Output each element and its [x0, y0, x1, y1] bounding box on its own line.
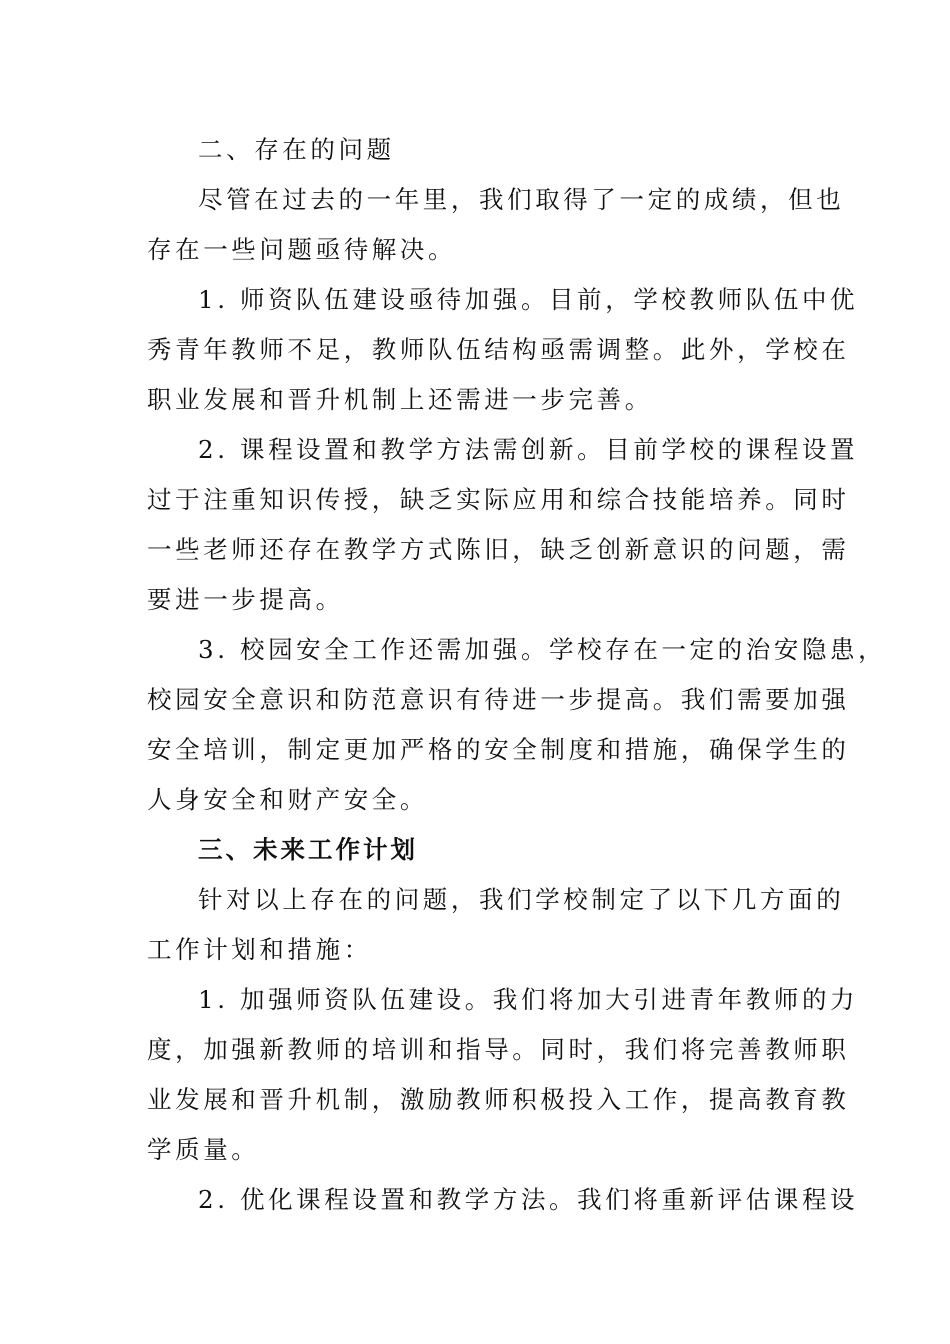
paragraph-problem-3: 3. 校园安全工作还需加强。学校存在一定的治安隐患， 校园安全意识和防范意识有待进一步提高。我们需要加强 安全培训，制定更加严格的安全制度和措施，确保学生的 人身安全和财产安全。	[147, 635, 887, 814]
paragraph-problem-1: 1. 师资队伍建设亟待加强。目前，学校教师队伍中优 秀青年教师不足，教师队伍结构亟需调整。此外，学校在 职业发展和晋升机制上还需进一步完善。	[147, 285, 859, 414]
paragraph-plan-2: 2. 优化课程设置和教学方法。我们将重新评估课程设	[198, 1185, 859, 1214]
paragraph-plan-intro: 针对以上存在的问题，我们学校制定了以下几方面的 工作计划和措施：	[147, 885, 845, 964]
paragraph-plan-1: 1. 加强师资队伍建设。我们将加大引进青年教师的力 度，加强新教师的培训和指导。同时，我们将完善教师职 业发展和晋升机制，激励教师积极投入工作，提高教育教 学质量。	[147, 985, 859, 1164]
section-heading-problems: 二、存在的问题	[198, 135, 395, 164]
document-body	[147, 125, 887, 1225]
section-heading-future-plan: 三、未来工作计划	[198, 835, 418, 864]
paragraph-problems-intro: 尽管在过去的一年里，我们取得了一定的成绩，但也 存在一些问题亟待解决。	[147, 185, 845, 264]
paragraph-problem-2: 2. 课程设置和教学方法需创新。目前学校的课程设置 过于注重知识传授，缺乏实际应用和综合技能培养。同时 一些老师还存在教学方式陈旧，缺乏创新意识的问题，需 要进一步提高。	[147, 435, 859, 614]
